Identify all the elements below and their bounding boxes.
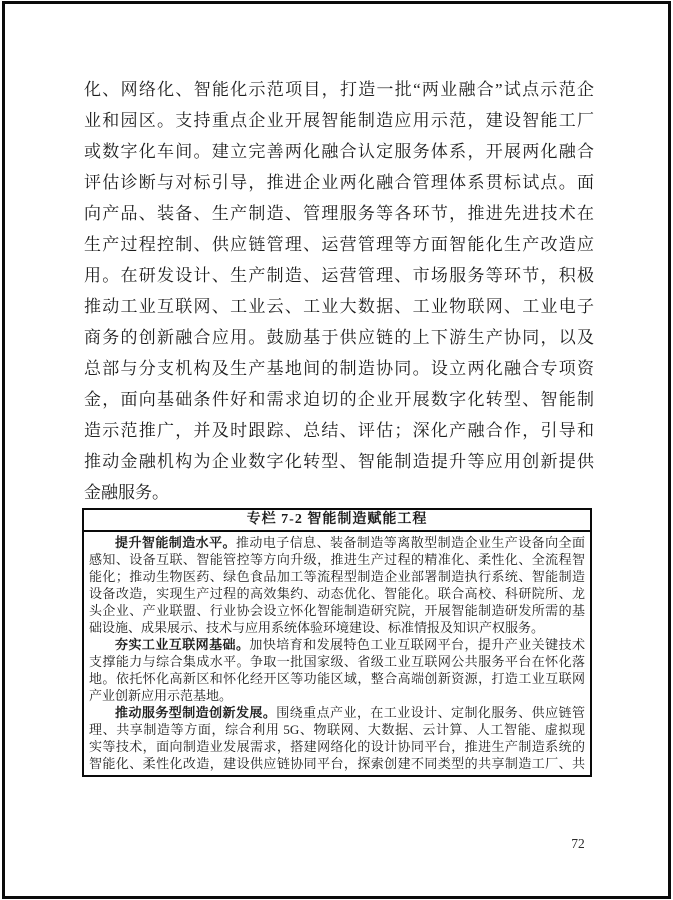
text-line: 生产过程控制、供应链管理、运营管理等方面智能化生产改造应 — [84, 235, 594, 254]
text-line: 理、共享制造等方面，综合利用 5G、物联网、大数据、云计算、人工智能、虚拟现 — [89, 722, 585, 737]
text-line: 夯实工业互联网基础。加快培育和发展特色工业互联网平台，提升产业关键技术 — [115, 637, 585, 652]
text-line: 业和园区。支持重点企业开展智能制造应用示范，建设智能工厂 — [84, 111, 594, 130]
text-line: 推动工业互联网、工业云、工业大数据、工业物联网、工业电子 — [84, 297, 594, 316]
body-paragraph — [84, 74, 594, 508]
text-line: 商务的创新融合应用。鼓励基于供应链的上下游生产协同，以及 — [84, 328, 594, 347]
paragraph-lead: 提升智能制造水平。 — [115, 535, 236, 550]
text-line: 实等技术，面向制造业发展需求，搭建网络化的设计协同平台，推进生产制造系统的 — [89, 739, 585, 754]
column-box-7-2 — [82, 508, 592, 777]
text-line: 产业创新应用示范基地。 — [89, 688, 233, 703]
paragraph-lead: 推动服务型制造创新发展。 — [115, 705, 277, 720]
text-line: 础设施、成果展示、技术与应用系统体验环境建设、标准情报及知识产权服务。 — [89, 620, 545, 635]
text-line: 头企业、产业联盟、行业协会设立怀化智能制造研究院，开展智能制造研发所需的基 — [89, 603, 585, 618]
paragraph-lead: 夯实工业互联网基础。 — [115, 637, 250, 652]
text-line: 支撑能力与综合集成水平。争取一批国家级、省级工业互联网公共服务平台在怀化落 — [89, 654, 585, 669]
text-line: 金，面向基础条件好和需求迫切的企业开展数字化转型、智能制 — [84, 390, 594, 409]
text-line: 地。依托怀化高新区和怀化经开区等功能区域，整合高端创新资源，打造工业互联网 — [89, 671, 585, 686]
text-line: 设备改造，实现生产过程的高效集约、动态优化、智能化。联合高校、科研院所、龙 — [89, 586, 585, 601]
column-box-body — [84, 532, 590, 775]
text-line: 评估诊断与对标引导，推进企业两化融合管理体系贯标试点。面 — [84, 173, 594, 192]
text-line: 或数字化车间。建立完善两化融合认定服务体系，开展两化融合 — [84, 142, 594, 161]
text-line: 提升智能制造水平。推动电子信息、装备制造等离散型制造企业生产设备向全面 — [115, 535, 585, 550]
text-line: 智能化、柔性化改造，建设供应链协同平台，探索创建不同类型的共享制造工厂、共 — [89, 756, 585, 771]
text-line: 造示范推广，并及时跟踪、总结、评估；深化产融合作，引导和 — [84, 421, 594, 440]
text-line: 能化；推动生物医药、绿色食品加工等流程型制造企业部署制造执行系统、智能制造 — [89, 569, 585, 584]
text-line: 用。在研发设计、生产制造、运营管理、市场服务等环节，积极 — [84, 266, 594, 285]
text-line: 金融服务。 — [84, 483, 169, 502]
column-box-title: 专栏 7-2 智能制造赋能工程 — [84, 510, 590, 532]
text-line: 推动金融机构为企业数字化转型、智能制造提升等应用创新提供 — [84, 452, 594, 471]
text-line: 总部与分支机构及生产基地间的制造协同。设立两化融合专项资 — [84, 359, 594, 378]
text-line: 向产品、装备、生产制造、管理服务等各环节，推进先进技术在 — [84, 204, 594, 223]
text-line: 推动服务型制造创新发展。围绕重点产业，在工业设计、定制化服务、供应链管 — [115, 705, 585, 720]
text-line: 感知、设备互联、智能管控等方向升级，推进生产过程的精准化、柔性化、全流程智 — [89, 552, 585, 567]
page-number: 72 — [571, 836, 585, 851]
text-line: 化、网络化、智能化示范项目，打造一批“两业融合”试点示范企 — [84, 80, 594, 99]
